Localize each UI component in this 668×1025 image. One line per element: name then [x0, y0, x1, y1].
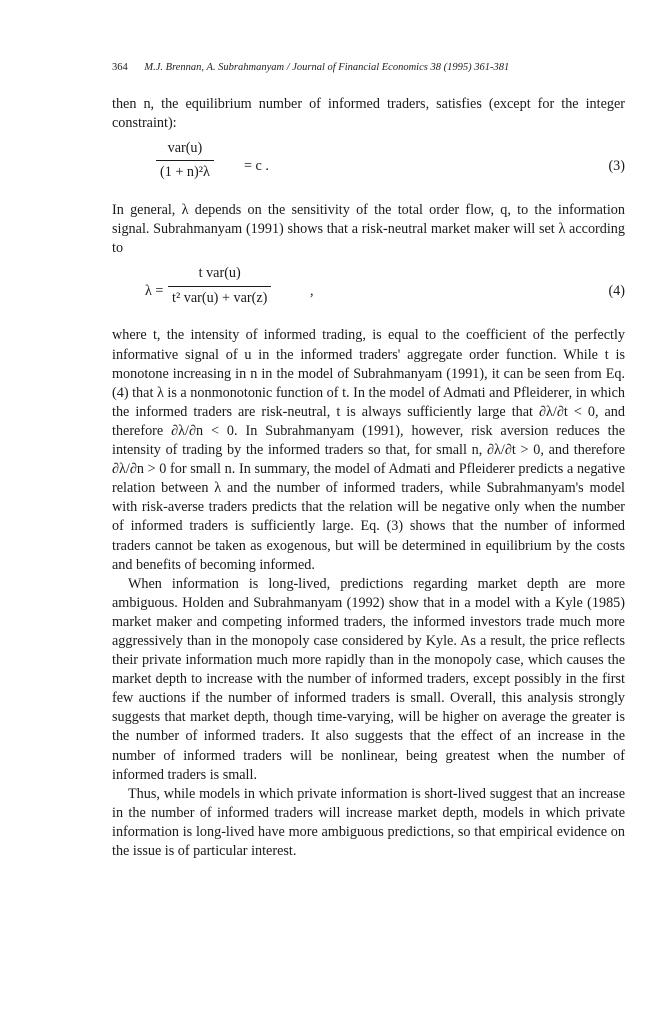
page-number: 364: [112, 62, 128, 73]
equation-4-fraction: [168, 264, 271, 307]
paragraph-lambda: In general, λ depends on the sensitivity of the total order flow, q, to the information signal. Subrahmanyam (1991) shows that a risk-neutral market maker will set λ according to: [112, 202, 625, 257]
paragraph-conclusion: Thus, while models in which private information is short-lived suggest that an increase in the number of informed traders will increase market depth, models in which private information is long-lived have more ambiguous predictions, so that empirical evidence on the issue is of particular interest.: [112, 785, 625, 859]
equation-4: [112, 264, 625, 322]
equation-4-numerator: t var(u): [198, 265, 241, 282]
running-header: [112, 62, 532, 73]
equation-3-numerator: var(u): [167, 140, 203, 157]
article-body: [112, 95, 625, 861]
paragraph-long-lived: When information is long-lived, predictions regarding market depth are more ambiguous. Holden and Subrahmanyam (1992) show that in a model with a Kyle (1985) market maker and competing informed traders, the informed investors trade much more aggressively than in the monopoly case considered by Kyle. As a result, the price reflects their private information much more rapidly than in the monopoly case, which causes the market depth to increase with the number of informed traders, except possibly in the first few auctions if the number of informed traders is small. Overall, this analysis strongly suggests that market depth, though time-varying, will be higher on average the greater is the number of informed traders. It also suggests that the effect of an increase in the number of informed traders will be nonlinear, being greatest when the number of informed traders is small.: [112, 575, 625, 783]
journal-citation: M.J. Brennan, A. Subrahmanyam / Journal of Financial Economics 38 (1995) 361-381: [144, 62, 510, 73]
paragraph-intro: then n, the equilibrium number of informed traders, satisfies (except for the integer constraint):: [112, 96, 625, 132]
equation-3-fraction: [156, 139, 214, 182]
paragraph-intensity: where t, the intensity of informed trading, is equal to the coefficient of the perfectly informative signal of u in the informed traders' aggregate order function. While t is monotone increasing in n in the model of Subrahmanyam (1991), it can be seen from Eq. (4) that λ is a nonmonotonic function of t. In the model of Admati and Pfleiderer, in which the informed traders are risk-neutral, t is always sufficiently large that ∂λ/∂t < 0, and therefore ∂λ/∂n < 0. In Subrahmanyam (1991), however, risk aversion reduces the intensity of trading by the informed traders so that, for small n, ∂λ/∂t > 0, and therefore ∂λ/∂n > 0 for small n. In summary, the model of Admati and Pfleiderer predicts a negative relation between λ and the number of informed traders, while Subrahmanyam's model with risk-averse traders predicts that the relation will be negative only when the number of informed traders is sufficiently large. Eq. (3) shows that the number of informed traders cannot be taken as exogenous, but will be determined in equilibrium by the costs and benefits of becoming informed.: [112, 327, 625, 573]
equation-4-denominator: t² var(u) + var(z): [168, 286, 271, 308]
equation-4-number: (4): [608, 283, 625, 300]
equation-3-denominator: (1 + n)²λ: [156, 160, 214, 182]
equation-4-lhs: λ =: [145, 283, 164, 300]
equation-3-number: (3): [608, 158, 625, 175]
equation-4-rhs: ,: [310, 283, 314, 300]
equation-3: [112, 139, 625, 197]
equation-3-rhs: = c .: [244, 158, 269, 175]
